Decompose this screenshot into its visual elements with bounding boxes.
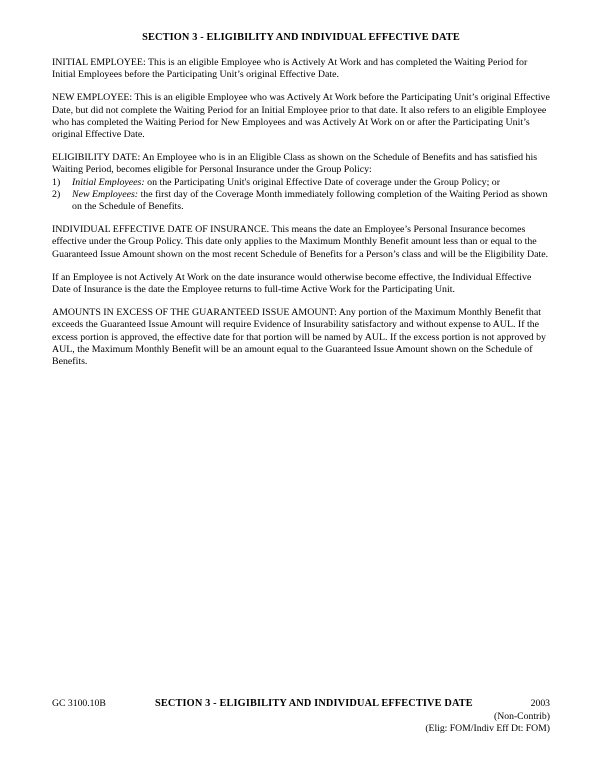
- eligibility-date-list: [52, 177, 550, 214]
- footer-eligibility-note: (Elig: FOM/Indiv Eff Dt: FOM): [425, 723, 550, 735]
- list-item: [52, 189, 550, 213]
- footer-form-code: GC 3100.10B: [52, 698, 106, 709]
- list-item-body: the first day of the Coverage Month immediately following completion of the Waiting Period as shown on the Schedule of Benefits.: [72, 188, 548, 213]
- document-body: [52, 32, 550, 379]
- list-item-text: [72, 177, 550, 189]
- page-title: SECTION 3 - ELIGIBILITY AND INDIVIDUAL EFFECTIVE DATE: [142, 32, 460, 43]
- paragraph-eligibility-date: ELIGIBILITY DATE: An Employee who is in an Eligible Class as shown on the Schedule of Benefits and has satisfied his Waiting Period, becomes eligible for Personal Insurance under the Group Policy:: [52, 152, 538, 176]
- paragraph-individual-effective-date: INDIVIDUAL EFFECTIVE DATE OF INSURANCE. This means the date an Employee’s Personal Insurance becomes effective under the Group Policy. This date only applies to the Maximum Monthly Benefit amount less than or equal to the Guaranteed Issue Amount shown on the most recent Schedule of Benefits for a Person’s class and will be the Eligibility Date.: [52, 224, 549, 260]
- paragraph-initial-employee: INITIAL EMPLOYEE: This is an eligible Employee who is Actively At Work and has completed the Waiting Period for Initial Employees before the Participating Unit’s original Effective Date.: [52, 57, 528, 81]
- list-item-body: on the Participating Unit's original Effective Date of coverage under the Group Policy; or: [144, 176, 501, 188]
- list-marker: 1): [52, 176, 61, 188]
- footer-main-row: [52, 698, 550, 711]
- footer-contribution-note: (Non-Contrib): [494, 710, 550, 722]
- paragraph-amounts-in-excess: AMOUNTS IN EXCESS OF THE GUARANTEED ISSUE AMOUNT: Any portion of the Maximum Monthly Benefit that exceeds the Guaranteed Issue Amount will require Evidence of Insurability satisfactory and without expense to AUL. If the excess portion is approved, the effective date for that portion will be named by AUL. If the excess portion is not approved by AUL, the Maximum Monthly Benefit will be an amount equal to the Guaranteed Issue Amount shown on the Schedule of Benefits.: [52, 307, 546, 368]
- list-item-text: [72, 189, 550, 213]
- paragraph-new-employee: NEW EMPLOYEE: This is an eligible Employee who was Actively At Work before the Participating Unit’s original Effective Date, but did not complete the Waiting Period for an Initial Employee prior to that date. It also refers to an eligible Employee who has completed the Waiting Period for New Employees and was Actively At Work on or after the Participating Unit’s original Effective Date.: [52, 92, 550, 141]
- footer-year: 2003: [530, 698, 550, 709]
- footer-title: SECTION 3 - ELIGIBILITY AND INDIVIDUAL EFFECTIVE DATE: [155, 698, 473, 709]
- list-item-emphasis: New Employees:: [72, 188, 139, 200]
- page-footer: [52, 698, 550, 736]
- list-item-emphasis: Initial Employees:: [72, 176, 145, 188]
- paragraph-not-actively-at-work: If an Employee is not Actively At Work on the date insurance would otherwise become effective, the Individual Effective Date of Insurance is the date the Employee returns to full-time Active Work for the Participating Unit.: [52, 271, 532, 296]
- list-item: [52, 177, 550, 189]
- list-marker: 2): [52, 188, 61, 200]
